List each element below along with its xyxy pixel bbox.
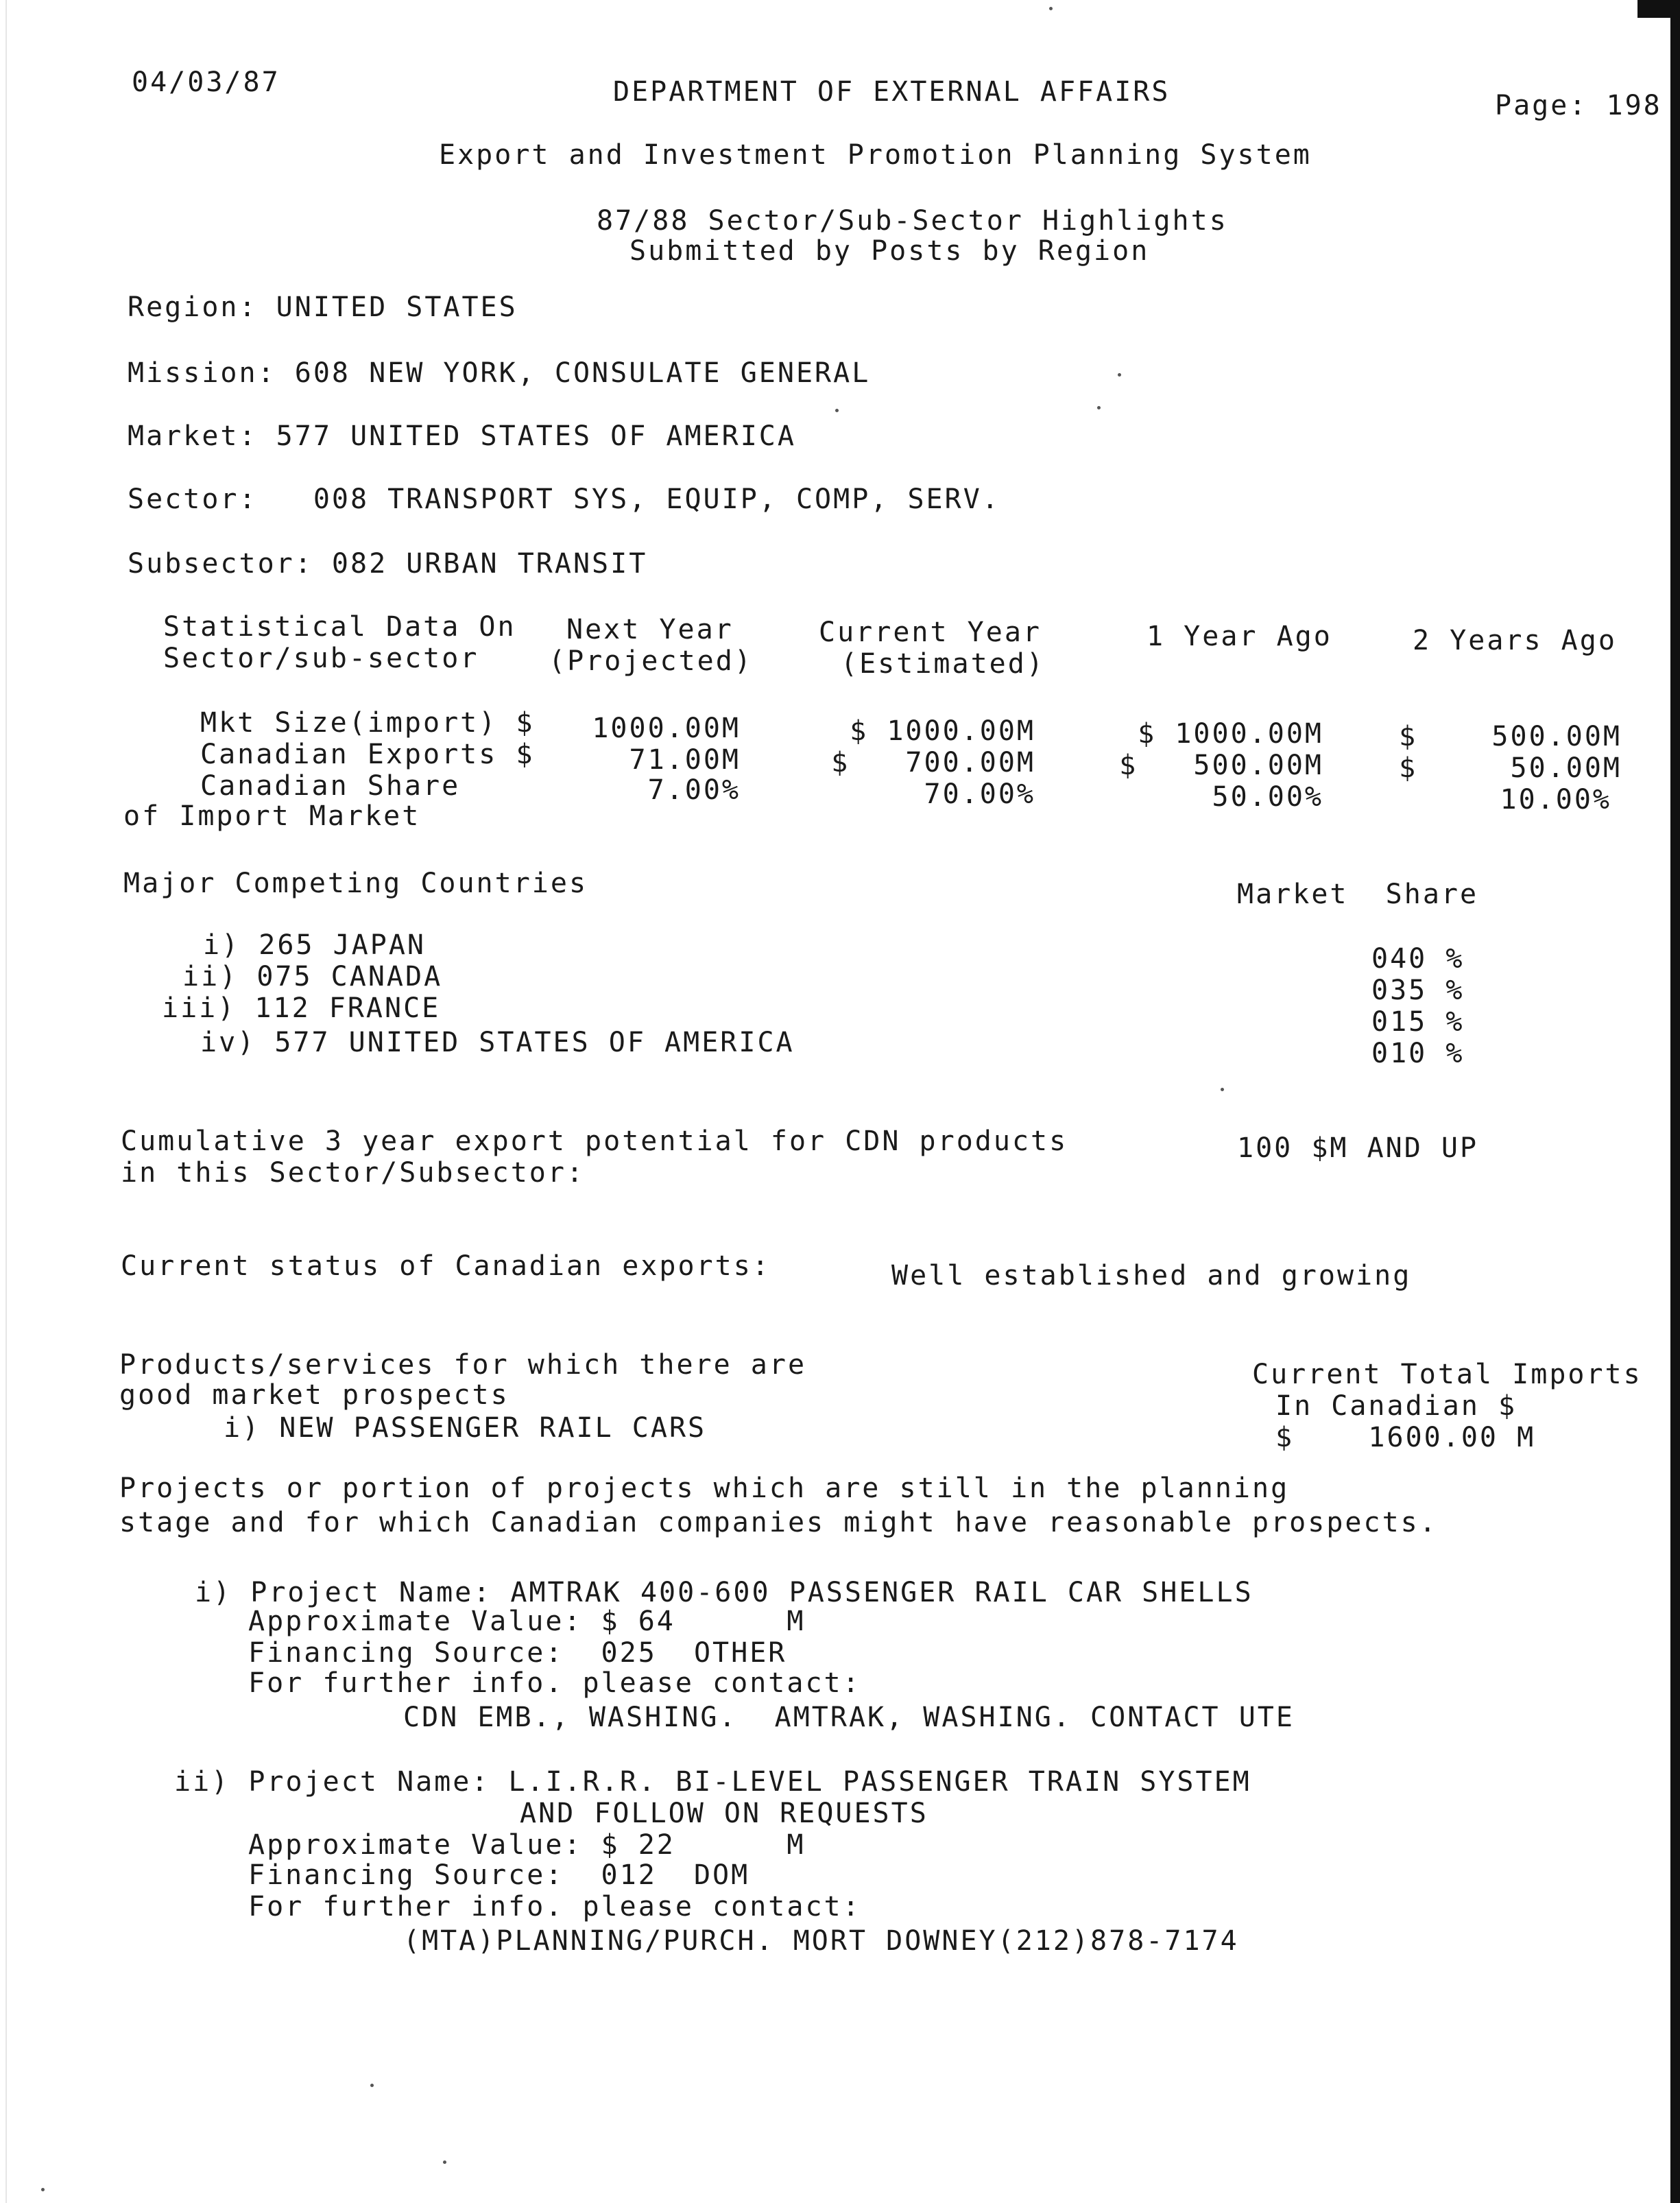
scan-edge-right: [1670, 0, 1680, 2203]
competitor-share: 035 %: [1371, 975, 1465, 1006]
cell-cdn-exports-1yr: $ 500.00M: [1119, 750, 1323, 781]
page-number: Page: 198: [1495, 90, 1662, 121]
project-value: Approximate Value: $ 22 M: [248, 1829, 806, 1861]
competitor-share: 010 %: [1371, 1038, 1465, 1069]
col-2-years-ago: 2 Years Ago: [1413, 625, 1617, 656]
imports-value: $ 1600.00 M: [1275, 1422, 1536, 1453]
projects-intro-line1: Projects or portion of projects which are still in the planning: [119, 1473, 1290, 1504]
products-line2: good market prospects: [119, 1379, 509, 1411]
cell-mkt-size-current: $ 1000.00M: [850, 715, 1035, 747]
potential-line1: Cumulative 3 year export potential for CDN products: [121, 1126, 1068, 1157]
status-label: Current status of Canadian exports:: [121, 1250, 771, 1282]
project-name-continued: AND FOLLOW ON REQUESTS: [520, 1798, 928, 1829]
col-current-year-sub: (Estimated): [841, 648, 1045, 680]
competitor-share: 015 %: [1371, 1006, 1465, 1038]
status-value: Well established and growing: [891, 1260, 1412, 1291]
col-1-year-ago: 1 Year Ago: [1147, 621, 1332, 652]
col-next-year: Next Year: [566, 614, 734, 645]
cell-cdn-share-next: 7.00%: [647, 774, 741, 806]
stats-label-line1: Statistical Data On: [163, 611, 516, 643]
scan-speck: [1118, 373, 1121, 377]
competitor-share: 040 %: [1371, 943, 1465, 975]
competitor-item: ii) 075 CANADA: [182, 961, 443, 992]
cell-cdn-exports-2yr: $ 50.00M: [1399, 752, 1622, 784]
cell-cdn-share-1yr: 50.00%: [1212, 781, 1323, 813]
department-title: DEPARTMENT OF EXTERNAL AFFAIRS: [613, 76, 1171, 108]
mission-field: Mission: 608 NEW YORK, CONSULATE GENERAL: [128, 357, 871, 389]
sector-field: Sector: 008 TRANSPORT SYS, EQUIP, COMP, SERV.: [128, 484, 1000, 515]
project-financing: Financing Source: 025 OTHER: [248, 1637, 787, 1669]
competitors-heading: Major Competing Countries: [123, 868, 588, 899]
products-item: i) NEW PASSENGER RAIL CARS: [224, 1412, 707, 1444]
cell-mkt-size-2yr: $ 500.00M: [1399, 721, 1622, 752]
stats-label-line2: Sector/sub-sector: [163, 643, 479, 674]
share-suffix: of Import Market: [123, 800, 421, 832]
imports-heading-line1: Current Total Imports: [1252, 1359, 1642, 1390]
imports-heading-line2: In Canadian $: [1275, 1390, 1517, 1422]
project-name: i) Project Name: AMTRAK 400-600 PASSENGER RAIL CAR SHELLS: [195, 1577, 1253, 1608]
region-field: Region: UNITED STATES: [128, 291, 518, 323]
scan-speck: [1221, 1088, 1224, 1091]
project-contact: CDN EMB., WASHING. AMTRAK, WASHING. CONTACT UTE: [403, 1702, 1295, 1733]
cell-mkt-size-1yr: $ 1000.00M: [1138, 718, 1323, 750]
cell-cdn-exports-next: 71.00M: [629, 744, 741, 776]
market-field: Market: 577 UNITED STATES OF AMERICA: [128, 420, 796, 452]
competitor-item: iv) 577 UNITED STATES OF AMERICA: [200, 1027, 795, 1058]
potential-value: 100 $M AND UP: [1237, 1132, 1479, 1164]
products-line1: Products/services for which there are: [119, 1349, 807, 1381]
col-current-year: Current Year: [819, 617, 1042, 648]
project-contact: (MTA)PLANNING/PURCH. MORT DOWNEY(212)878-7174: [403, 1925, 1239, 1957]
project-value: Approximate Value: $ 64 M: [248, 1606, 806, 1637]
scan-speck: [370, 2084, 374, 2087]
projects-intro-line2: stage and for which Canadian companies might have reasonable prospects.: [119, 1507, 1438, 1538]
scan-speck: [1049, 7, 1053, 10]
project-financing: Financing Source: 012 DOM: [248, 1859, 750, 1891]
col-next-year-sub: (Projected): [549, 645, 753, 677]
project-contact-label: For further info. please contact:: [248, 1891, 861, 1922]
competitor-item: i) 265 JAPAN: [203, 929, 426, 961]
report-date: 04/03/87: [132, 67, 280, 98]
cell-cdn-share-current: 70.00%: [924, 778, 1035, 810]
report-title: 87/88 Sector/Sub-Sector Highlights: [597, 205, 1228, 237]
project-contact-label: For further info. please contact:: [248, 1667, 861, 1699]
subsector-field: Subsector: 082 URBAN TRANSIT: [128, 548, 648, 580]
row-label-cdn-share: Canadian Share: [200, 770, 461, 802]
cell-mkt-size-next: 1000.00M: [592, 713, 741, 744]
competitor-item: iii) 112 FRANCE: [162, 992, 441, 1024]
scan-speck: [835, 409, 839, 412]
scan-speck: [443, 2160, 446, 2164]
report-subtitle: Submitted by Posts by Region: [629, 235, 1150, 267]
potential-line2: in this Sector/Subsector:: [121, 1157, 586, 1189]
scan-edge-left: [5, 0, 7, 2203]
market-share-heading: Market Share: [1237, 879, 1479, 910]
row-label-mkt-size: Mkt Size(import) $: [200, 707, 535, 739]
system-title: Export and Investment Promotion Planning System: [439, 139, 1312, 171]
scan-edge-corner: [1637, 0, 1670, 18]
scan-speck: [1097, 406, 1101, 409]
cell-cdn-exports-current: $ 700.00M: [831, 747, 1035, 778]
scan-speck: [41, 2188, 45, 2191]
row-label-cdn-exports: Canadian Exports $: [200, 739, 535, 770]
project-name: ii) Project Name: L.I.R.R. BI-LEVEL PASSENGER TRAIN SYSTEM: [174, 1766, 1251, 1798]
cell-cdn-share-2yr: 10.00%: [1500, 784, 1611, 815]
